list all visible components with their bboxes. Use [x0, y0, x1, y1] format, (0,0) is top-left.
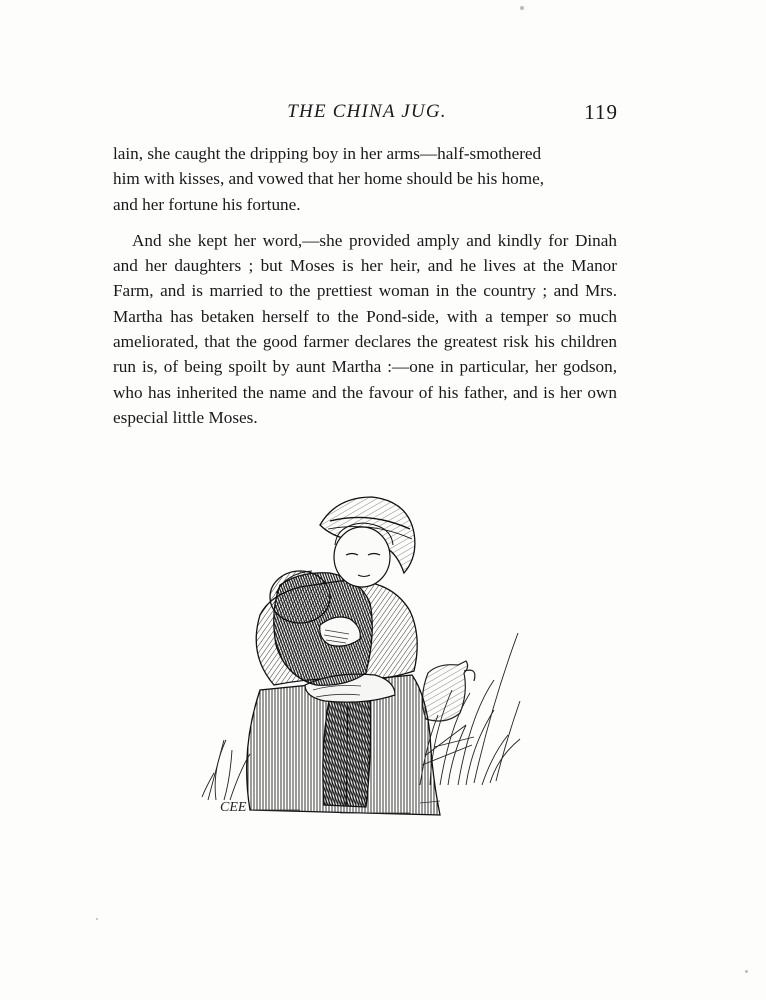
page-speck	[520, 6, 524, 10]
running-title: THE CHINA JUG.	[287, 101, 447, 122]
jug-shape	[422, 661, 474, 721]
artist-monogram: CEE	[220, 800, 247, 815]
paragraph-2: And she kept her word,—she provided amply and kindly for Dinah and her daughters ; but Moses is her heir, and he lives at the Manor Farm, and is married to the prettiest woman in the country ; and Mrs. Martha has betaken herself to the Pond-side, with a temper so much ameliorated, that the good farmer declares the greatest risk his children run is, of being spoilt by aunt Martha :—one in particular, her godson, who has inherited the name and the favour of his father, and is her own especial little Moses.	[113, 230, 617, 427]
boy-legs	[323, 695, 371, 807]
para1-line1: lain, she caught the dripping boy in her arms—half-smothered	[113, 144, 542, 163]
boy-head	[270, 571, 330, 623]
para1-line3: and her fortune his fortune.	[113, 194, 301, 214]
woman-embracing-boy-engraving	[190, 485, 560, 825]
page-speck	[745, 970, 748, 973]
para1-line2: him with kisses, and vowed that her home should be his home,	[113, 169, 545, 189]
running-head	[112, 98, 622, 128]
page-speck	[96, 918, 98, 920]
engraving-illustration	[190, 485, 560, 825]
paragraph-1	[113, 141, 617, 217]
body-text	[113, 141, 617, 430]
page-number: 119	[584, 100, 618, 124]
